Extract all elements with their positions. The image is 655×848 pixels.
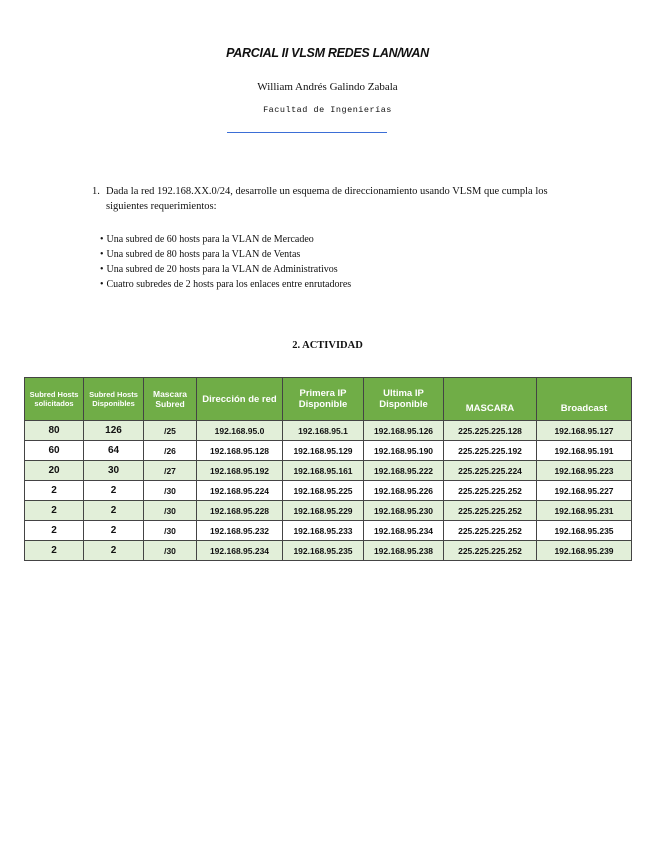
question-1 (92, 184, 592, 214)
requirement-item: • Una subred de 20 hosts para la VLAN de Administrativos (100, 262, 540, 277)
cell-first-ip: 192.168.95.229 (283, 501, 364, 521)
cell-hosts-available: 30 (84, 461, 144, 481)
header-hosts-available: Subred Hosts Disponibles (84, 378, 144, 421)
table-header-row (25, 378, 632, 421)
cell-hosts-requested: 2 (25, 521, 84, 541)
header-mask: MASCARA (444, 378, 537, 421)
requirements-list (100, 232, 540, 292)
cell-prefix: /30 (144, 501, 197, 521)
cell-mask: 225.225.225.192 (444, 441, 537, 461)
cell-prefix: /27 (144, 461, 197, 481)
table-row (25, 481, 632, 501)
cell-network-address: 192.168.95.234 (197, 541, 283, 561)
cell-mask: 225.225.225.128 (444, 421, 537, 441)
header-last-ip: Ultima IP Disponible (364, 378, 444, 421)
cell-network-address: 192.168.95.232 (197, 521, 283, 541)
cell-prefix: /26 (144, 441, 197, 461)
cell-first-ip: 192.168.95.225 (283, 481, 364, 501)
author-name: William Andrés Galindo Zabala (257, 81, 398, 93)
cell-first-ip: 192.168.95.233 (283, 521, 364, 541)
cell-mask: 225.225.225.252 (444, 541, 537, 561)
vlsm-table (24, 377, 632, 561)
question-text: Dada la red 192.168.XX.0/24, desarrolle un esquema de direccionamiento usando VLSM que cumpla los siguientes requerimientos: (106, 186, 548, 212)
question-number: 1. (92, 186, 100, 197)
cell-network-address: 192.168.95.128 (197, 441, 283, 461)
cell-first-ip: 192.168.95.129 (283, 441, 364, 461)
cell-first-ip: 192.168.95.1 (283, 421, 364, 441)
cell-prefix: /30 (144, 481, 197, 501)
cell-hosts-available: 2 (84, 521, 144, 541)
cell-broadcast: 192.168.95.239 (537, 541, 632, 561)
cell-last-ip: 192.168.95.234 (364, 521, 444, 541)
cell-mask: 225.225.225.224 (444, 461, 537, 481)
cell-mask: 225.225.225.252 (444, 481, 537, 501)
cell-network-address: 192.168.95.228 (197, 501, 283, 521)
cell-broadcast: 192.168.95.231 (537, 501, 632, 521)
cell-hosts-available: 2 (84, 501, 144, 521)
requirement-item: • Cuatro subredes de 2 hosts para los enlaces entre enrutadores (100, 277, 540, 292)
cell-first-ip: 192.168.95.235 (283, 541, 364, 561)
cell-hosts-requested: 2 (25, 541, 84, 561)
cell-hosts-requested: 2 (25, 481, 84, 501)
requirement-item: • Una subred de 80 hosts para la VLAN de Ventas (100, 247, 540, 262)
header-subnet-mask: Mascara Subred (144, 378, 197, 421)
requirement-item: • Una subred de 60 hosts para la VLAN de Mercadeo (100, 232, 540, 247)
cell-network-address: 192.168.95.0 (197, 421, 283, 441)
table-row (25, 421, 632, 441)
cell-broadcast: 192.168.95.127 (537, 421, 632, 441)
cell-mask: 225.225.225.252 (444, 521, 537, 541)
cell-network-address: 192.168.95.192 (197, 461, 283, 481)
cell-broadcast: 192.168.95.227 (537, 481, 632, 501)
cell-hosts-requested: 2 (25, 501, 84, 521)
table-row (25, 461, 632, 481)
cell-network-address: 192.168.95.224 (197, 481, 283, 501)
cell-hosts-available: 2 (84, 541, 144, 561)
faculty-name: Facultad de Ingenierías (263, 105, 392, 115)
cell-hosts-requested: 60 (25, 441, 84, 461)
table-row (25, 441, 632, 461)
cell-last-ip: 192.168.95.126 (364, 421, 444, 441)
cell-last-ip: 192.168.95.226 (364, 481, 444, 501)
table-row (25, 501, 632, 521)
cell-last-ip: 192.168.95.222 (364, 461, 444, 481)
header-broadcast: Broadcast (537, 378, 632, 421)
cell-prefix: /30 (144, 521, 197, 541)
section-title: 2. ACTIVIDAD (292, 340, 363, 351)
cell-hosts-requested: 80 (25, 421, 84, 441)
table-row (25, 521, 632, 541)
cell-last-ip: 192.168.95.190 (364, 441, 444, 461)
cell-hosts-available: 126 (84, 421, 144, 441)
cell-hosts-available: 2 (84, 481, 144, 501)
cell-prefix: /30 (144, 541, 197, 561)
table-row (25, 541, 632, 561)
title-underline (227, 132, 387, 133)
cell-broadcast: 192.168.95.223 (537, 461, 632, 481)
header-network-address: Dirección de red (197, 378, 283, 421)
cell-last-ip: 192.168.95.230 (364, 501, 444, 521)
cell-prefix: /25 (144, 421, 197, 441)
cell-mask: 225.225.225.252 (444, 501, 537, 521)
cell-broadcast: 192.168.95.191 (537, 441, 632, 461)
cell-hosts-requested: 20 (25, 461, 84, 481)
header-hosts-requested: Subred Hosts solicitados (25, 378, 84, 421)
document-title: PARCIAL II VLSM REDES LAN/WAN (226, 46, 429, 60)
cell-hosts-available: 64 (84, 441, 144, 461)
header-first-ip: Primera IP Disponible (283, 378, 364, 421)
cell-broadcast: 192.168.95.235 (537, 521, 632, 541)
cell-first-ip: 192.168.95.161 (283, 461, 364, 481)
cell-last-ip: 192.168.95.238 (364, 541, 444, 561)
